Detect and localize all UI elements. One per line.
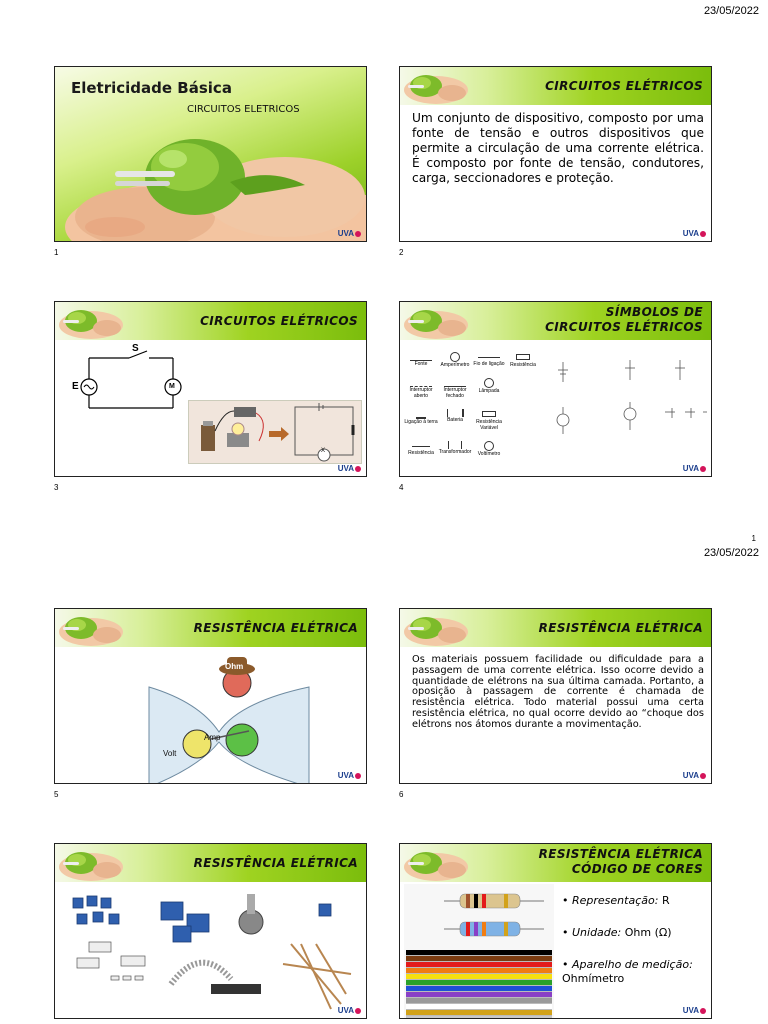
- slide-banner: [400, 609, 711, 647]
- uva-logo: UVA: [338, 1006, 361, 1015]
- slide-number: 3: [54, 483, 59, 492]
- slide-title: RESISTÊNCIA ELÉTRICA: [193, 621, 358, 635]
- presentation-title: Eletricidade Básica: [71, 79, 232, 97]
- slide-number: 1: [54, 248, 59, 257]
- presentation-subtitle: CIRCUITOS ELETRICOS: [187, 104, 300, 115]
- leaf-hand-icon: [57, 845, 125, 881]
- slide-number: 4: [399, 483, 404, 492]
- slide-4: [399, 301, 712, 477]
- page-date: 23/05/2022: [703, 547, 759, 559]
- slide-7: [54, 843, 367, 1019]
- symbol-label: Resistência Variável: [476, 419, 502, 431]
- slide-5: [54, 608, 367, 784]
- uva-logo: UVA: [338, 229, 361, 238]
- physical-circuit-photo: [188, 400, 362, 464]
- leaf-hand-icon: [57, 303, 125, 339]
- symbol-label: Fonte: [414, 361, 428, 367]
- symbol-label: Interruptor aberto: [409, 387, 433, 399]
- representation-item: • Representação: R: [562, 894, 670, 907]
- resistor-components-photo: [61, 884, 361, 1019]
- slide-banner: [400, 302, 711, 340]
- slide-title: CIRCUITOS ELÉTRICOS: [545, 79, 703, 93]
- slide-2: [399, 66, 712, 242]
- symbol-label: Resistência: [510, 362, 536, 368]
- uva-logo: UVA: [683, 771, 706, 780]
- color-code-row: [406, 1016, 552, 1019]
- slide-banner: [55, 302, 366, 340]
- symbols-table: [404, 352, 540, 457]
- leaf-hand-icon: [402, 610, 470, 646]
- symbol-label: Resistência: [408, 450, 434, 456]
- volt-label: Volt: [163, 749, 177, 758]
- resistor-illustration: [404, 884, 554, 948]
- slide-1: [54, 66, 367, 242]
- leaf-hand-icon: [57, 610, 125, 646]
- unit-item: • Unidade: Ohm (Ω): [562, 926, 672, 939]
- symbol-label: Ligação à terra: [404, 419, 438, 425]
- uva-logo: UVA: [683, 1006, 706, 1015]
- symbol-label: Lâmpada: [478, 388, 500, 394]
- leaf-hand-icon: [402, 845, 470, 881]
- slide-banner: [400, 67, 711, 105]
- color-code-table: [406, 950, 552, 1019]
- uva-logo: UVA: [338, 771, 361, 780]
- motor-label: M: [169, 383, 175, 390]
- slide-number: 5: [54, 790, 59, 799]
- slide-title: RESISTÊNCIA ELÉTRICA: [193, 856, 358, 870]
- leaf-hand-icon: [402, 303, 470, 339]
- source-label: E: [72, 381, 79, 392]
- symbol-label: Transformador: [438, 449, 472, 455]
- switch-label: S: [132, 343, 139, 354]
- slide-body-text: Os materiais possuem facilidade ou dificuldade para a passagem de uma corrente elétrica. Isso ocorre devido a quantidade de elétrons na sua última camada. Portanto, a oposição à passagem de corrente é chamada de resistência elétrica. Todo material possui uma certa resistência elétrica, no qual ocorre devido ao “choque dos elétrons nos átomos durante a movimentação.: [412, 654, 704, 730]
- ohm-label: Ohm: [225, 662, 244, 671]
- amp-label: Amp: [204, 733, 221, 742]
- symbol-label: Voltímetro: [477, 451, 501, 457]
- symbol-label: Bateria: [447, 417, 463, 423]
- slide-banner: [400, 844, 711, 882]
- uva-logo: UVA: [683, 464, 706, 473]
- symbol-label: Interruptor fechado: [443, 387, 467, 399]
- uva-logo: UVA: [683, 229, 706, 238]
- slide-title: RESISTÊNCIA ELÉTRICA: [538, 621, 703, 635]
- symbol-label: Amperímetro: [440, 362, 470, 368]
- page-number: 1: [751, 534, 756, 543]
- voltmeter-label: X: [321, 448, 326, 454]
- leaf-hand-icon: [402, 68, 470, 104]
- slide-body-text: Um conjunto de dispositivo, composto por uma fonte de tensão e outros dispositivos que permite a circulação de uma corrente elétrica. É composto por fonte de tensão, condutores, carga, seccionadores e proteção.: [412, 111, 704, 185]
- slide-number: 6: [399, 790, 404, 799]
- slide-number: 2: [399, 248, 404, 257]
- slide-8: [399, 843, 712, 1019]
- page-date: 23/05/2022: [703, 5, 759, 17]
- slide-banner: [55, 844, 366, 882]
- slide-6: [399, 608, 712, 784]
- slide-title: SÍMBOLOS DE CIRCUITOS ELÉTRICOS: [545, 305, 703, 334]
- source-symbols-diagram: [545, 352, 710, 462]
- battery-lamp-schematic: [189, 401, 361, 463]
- uva-logo: UVA: [338, 464, 361, 473]
- symbol-label: Fio de ligação: [473, 361, 505, 367]
- slide-title: CIRCUITOS ELÉTRICOS: [200, 314, 358, 328]
- color-code-chart: [404, 884, 554, 1018]
- slide-3: [54, 301, 367, 477]
- slide-banner: [55, 609, 366, 647]
- measurement-device-item: • Aparelho de medição: Ohmímetro: [562, 958, 693, 985]
- slide-title: RESISTÊNCIA ELÉTRICA CÓDIGO DE CORES: [538, 847, 703, 876]
